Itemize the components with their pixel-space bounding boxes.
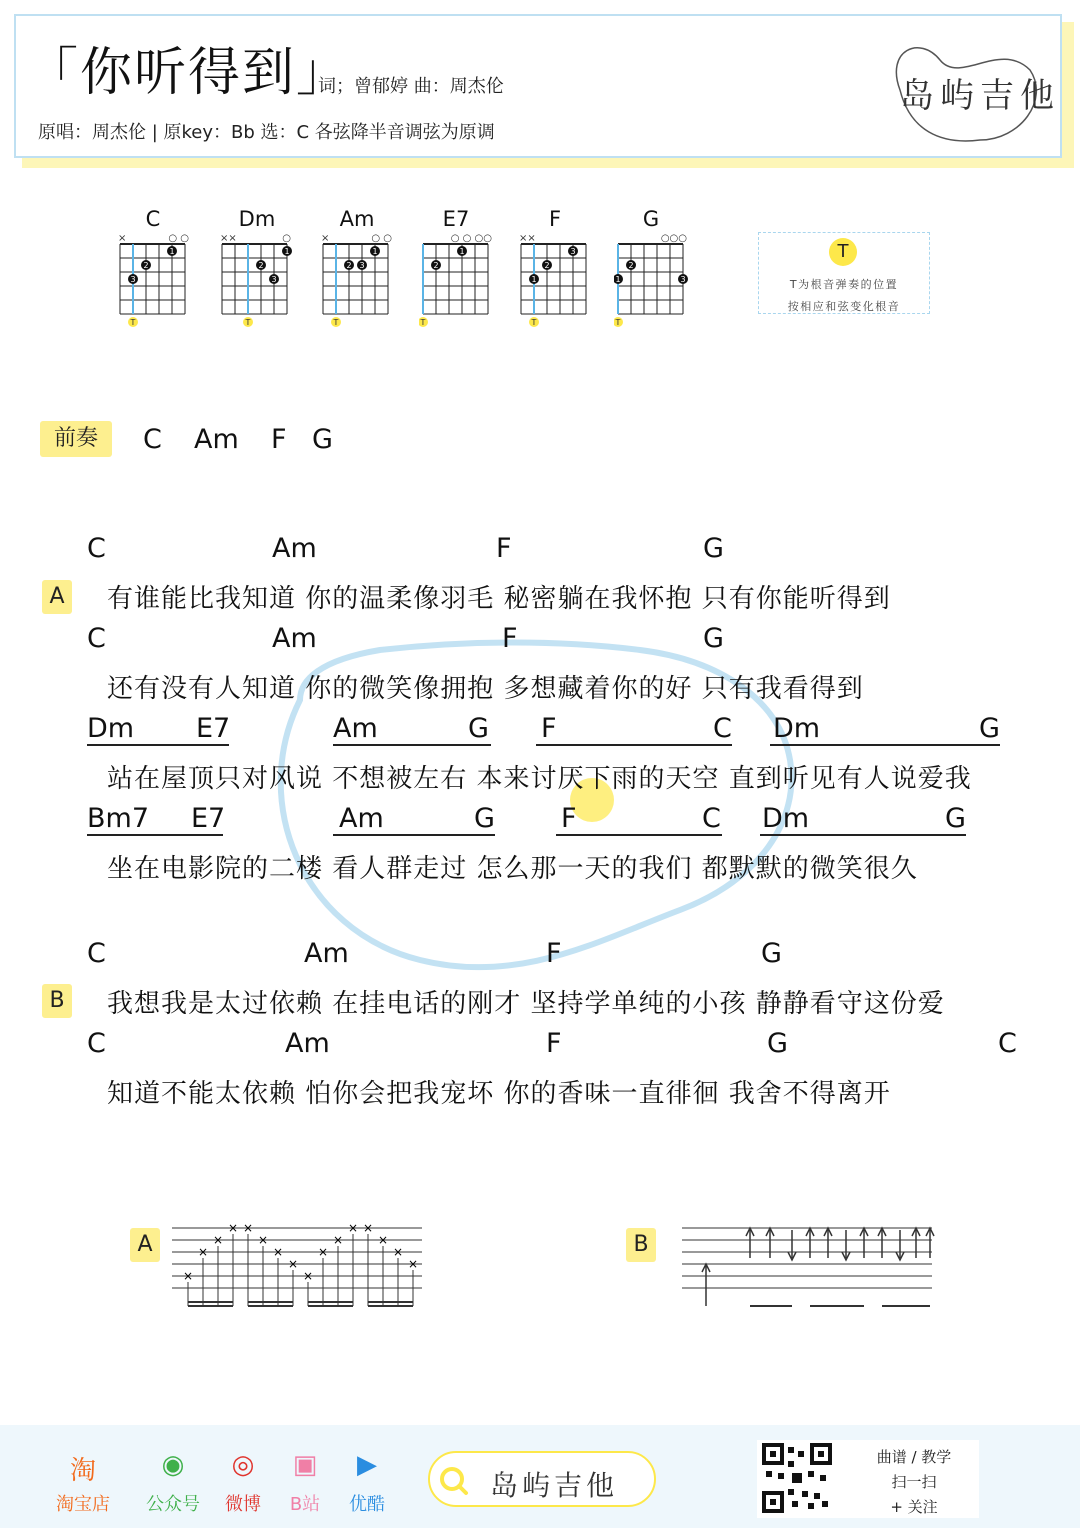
social-label[interactable]: 淘宝店 — [56, 1494, 110, 1515]
social-icon[interactable]: ▶ — [357, 1450, 377, 1480]
chord-label: F — [546, 1028, 562, 1059]
chord-label: C — [702, 803, 721, 834]
lyric-line: 坐在电影院的二楼 看人群走过 怎么那一天的我们 都默默的微笑很久 — [107, 854, 918, 884]
pattern-note: × — [212, 1233, 224, 1247]
chord-diagram-dm — [218, 232, 308, 342]
root-marker: T — [829, 238, 857, 266]
chord-name: G — [642, 207, 660, 231]
muted-marker: ×× — [220, 233, 237, 244]
open-marker: ○ ○ — [371, 233, 392, 244]
pattern-note: × — [332, 1233, 344, 1247]
social-icon[interactable]: ◎ — [231, 1450, 255, 1480]
finger-number: 1 — [531, 275, 537, 284]
chord-label: G — [703, 623, 724, 654]
chord-name: C — [145, 207, 161, 231]
chord-underline — [536, 744, 732, 746]
pattern-note: × — [272, 1245, 284, 1259]
rhythm-pattern-a — [170, 1218, 430, 1318]
section-b-tag: B — [42, 984, 72, 1018]
song-title: 「你听得到」 — [26, 43, 351, 103]
chord-diagram-g — [614, 232, 704, 342]
chord-label: C — [87, 623, 106, 654]
chord-label: G — [945, 803, 966, 834]
open-marker: ○ ○ — [168, 233, 189, 244]
chord-label: Dm — [773, 713, 821, 744]
chord-diagram-f — [517, 232, 607, 342]
pattern-note: × — [227, 1221, 239, 1235]
search-text: 岛屿吉他 — [490, 1469, 619, 1502]
chord-label: F — [502, 623, 518, 654]
intro-tag: 前奏 — [40, 421, 112, 457]
chord-label: Am — [272, 623, 317, 654]
pattern-note: × — [407, 1257, 419, 1271]
lyric-line: 我想我是太过依赖 在挂电话的刚才 坚持学单纯的小孩 静静看守这份爱 — [107, 989, 945, 1019]
pattern-note: × — [317, 1245, 329, 1259]
song-meta: 原唱：周杰伦 | 原key：Bb 选：C 各弦降半音调弦为原调 — [38, 122, 495, 143]
legend-line-1: T为根音弹奏的位置 — [789, 278, 899, 291]
chord-label: C — [87, 533, 106, 564]
chord-label: G — [761, 938, 782, 969]
finger-number: 2 — [544, 261, 550, 270]
open-marker: ○○○ — [660, 233, 687, 244]
lyric-line: 知道不能太依赖 怕你会把我宠坏 你的香味一直徘徊 我舍不得离开 — [107, 1079, 891, 1109]
lyric-line: 站在屋顶只对风说 不想被左右 本来讨厌下雨的天空 直到听见有人说爱我 — [107, 764, 972, 794]
search-icon — [438, 1465, 470, 1497]
chord-label: Dm — [762, 803, 810, 834]
finger-number: 2 — [433, 261, 439, 270]
chord-label: F — [561, 803, 577, 834]
root-letter: T — [531, 318, 537, 327]
root-letter: T — [333, 318, 339, 327]
chord-label: Am — [333, 713, 378, 744]
chord-label: Bm7 — [87, 803, 150, 834]
chord-label: Am — [339, 803, 384, 834]
pattern-note: × — [257, 1233, 269, 1247]
social-label[interactable]: 优酷 — [349, 1494, 385, 1515]
finger-number: 1 — [284, 247, 290, 256]
chord-name: F — [548, 207, 562, 231]
chord-label: G — [474, 803, 495, 834]
finger-number: 2 — [143, 261, 149, 270]
chord-label: Am — [272, 533, 317, 564]
finger-number: 1 — [459, 247, 465, 256]
pattern-note: × — [347, 1221, 359, 1235]
muted-marker: × — [118, 233, 127, 244]
chord-underline — [333, 834, 495, 836]
qr-code-icon[interactable] — [762, 1443, 832, 1513]
finger-number: 2 — [258, 261, 264, 270]
finger-number: 1 — [615, 275, 621, 284]
section-a-tag: A — [42, 580, 72, 614]
chord-underline — [87, 834, 223, 836]
chord-underline — [333, 744, 491, 746]
pattern-note: × — [377, 1233, 389, 1247]
pattern-a-tag: A — [130, 1228, 160, 1262]
social-label[interactable]: B站 — [289, 1494, 321, 1515]
muted-marker: × — [321, 233, 330, 244]
qr-line-1: 曲谱 / 教学 — [876, 1448, 952, 1466]
lyric-line: 有谁能比我知道 你的温柔像羽毛 秘密躺在我怀抱 只有你能听得到 — [107, 584, 891, 614]
finger-number: 3 — [130, 275, 136, 284]
intro-chord: F — [271, 424, 287, 455]
root-letter: T — [130, 318, 136, 327]
chord-underline — [556, 834, 722, 836]
chord-name: Am — [339, 207, 375, 231]
qr-line-3: + 关注 — [890, 1498, 938, 1516]
intro-chord: C — [143, 424, 162, 455]
finger-number: 3 — [680, 275, 686, 284]
lyric-line: 还有没有人知道 你的微笑像拥抱 多想藏着你的好 只有我看得到 — [107, 674, 864, 704]
chord-label: Dm — [87, 713, 135, 744]
root-letter: T — [420, 318, 426, 327]
pattern-note: × — [197, 1245, 209, 1259]
social-label[interactable]: 微博 — [225, 1494, 261, 1515]
finger-number: 1 — [169, 247, 175, 256]
finger-number: 3 — [359, 261, 365, 270]
logo-text: 岛屿吉他 — [900, 76, 1060, 116]
chord-diagram-am — [319, 232, 409, 342]
chord-name: E7 — [442, 207, 470, 231]
finger-number: 3 — [271, 275, 277, 284]
finger-number: 3 — [570, 247, 576, 256]
chord-label: G — [468, 713, 489, 744]
root-letter: T — [245, 318, 251, 327]
legend-line-2: 按相应和弦变化根音 — [787, 300, 901, 313]
chord-label: Am — [285, 1028, 330, 1059]
intro-chord: Am — [194, 424, 239, 455]
social-icon[interactable]: ◉ — [161, 1450, 185, 1480]
open-marker: ○ — [282, 233, 291, 244]
chord-label: C — [87, 1028, 106, 1059]
chord-label: G — [703, 533, 724, 564]
chord-label: C — [713, 713, 732, 744]
bass-arrow — [702, 1264, 710, 1306]
pattern-note: × — [182, 1269, 194, 1283]
chord-underline — [760, 834, 966, 836]
chord-name: Dm — [238, 207, 276, 231]
chord-label: G — [979, 713, 1000, 744]
muted-marker: ×× — [519, 233, 536, 244]
chord-label: C — [998, 1028, 1017, 1059]
social-icon[interactable]: ▣ — [292, 1450, 318, 1480]
root-letter: T — [615, 318, 621, 327]
chord-diagram-e7 — [419, 232, 509, 342]
chord-diagram-c — [116, 232, 206, 342]
chord-label: F — [496, 533, 512, 564]
finger-number: 1 — [372, 247, 378, 256]
pattern-note: × — [287, 1257, 299, 1271]
finger-number: 2 — [346, 261, 352, 270]
pattern-b-tag: B — [626, 1228, 656, 1262]
finger-number: 2 — [628, 261, 634, 270]
chord-label: Am — [304, 938, 349, 969]
chord-label: G — [767, 1028, 788, 1059]
intro-chord: G — [312, 424, 333, 455]
pattern-note: × — [392, 1245, 404, 1259]
qr-line-2: 扫一扫 — [891, 1473, 937, 1491]
song-credits: 词；曾郁婷 曲：周杰伦 — [318, 76, 504, 97]
pattern-note: × — [242, 1221, 254, 1235]
chord-label: C — [87, 938, 106, 969]
pattern-note: × — [362, 1221, 374, 1235]
chord-label: F — [546, 938, 562, 969]
chord-label: E7 — [191, 803, 226, 834]
chord-label: F — [541, 713, 557, 744]
rhythm-pattern-b — [680, 1218, 940, 1318]
social-label[interactable]: 公众号 — [146, 1494, 200, 1515]
chord-label: E7 — [196, 713, 231, 744]
open-marker: ○ ○ ○○ — [450, 233, 492, 244]
chord-underline — [87, 744, 229, 746]
social-icon[interactable]: 淘 — [69, 1456, 96, 1486]
pattern-note: × — [302, 1269, 314, 1283]
chord-underline — [770, 744, 1000, 746]
